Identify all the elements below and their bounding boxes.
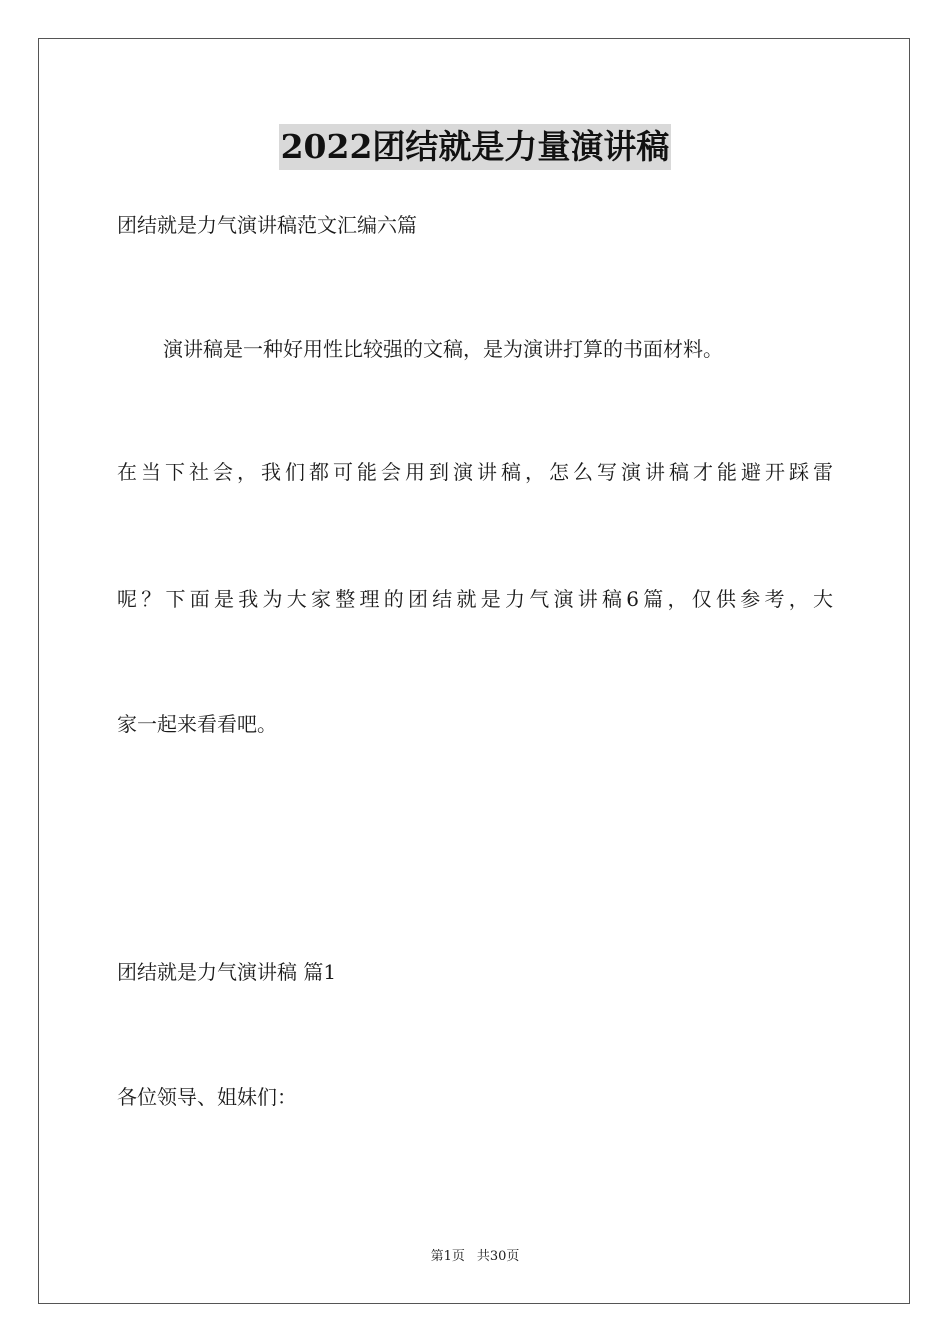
- page-total: 共30页: [476, 1249, 520, 1264]
- page-number: 第1页: [430, 1249, 465, 1264]
- paragraph-line-2: 在当下社会，我们都可能会用到演讲稿，怎么写演讲稿才能避开踩雷: [117, 460, 833, 484]
- subtitle-line: 团结就是力气演讲稿范文汇编六篇: [117, 213, 417, 237]
- section-heading: 团结就是力气演讲稿 篇1: [117, 960, 337, 984]
- title-container: [0, 124, 950, 170]
- paragraph-line-4: 家一起来看看吧。: [117, 712, 277, 736]
- paragraph-line-3: 呢？下面是我为大家整理的团结就是力气演讲稿6篇，仅供参考，大: [117, 587, 833, 611]
- salutation-line: 各位领导、姐妹们：: [117, 1085, 297, 1109]
- page-footer: [0, 1248, 950, 1266]
- document-title: 2022团结就是力量演讲稿: [279, 124, 672, 170]
- paragraph-line-1: 演讲稿是一种好用性比较强的文稿，是为演讲打算的书面材料。: [163, 337, 723, 361]
